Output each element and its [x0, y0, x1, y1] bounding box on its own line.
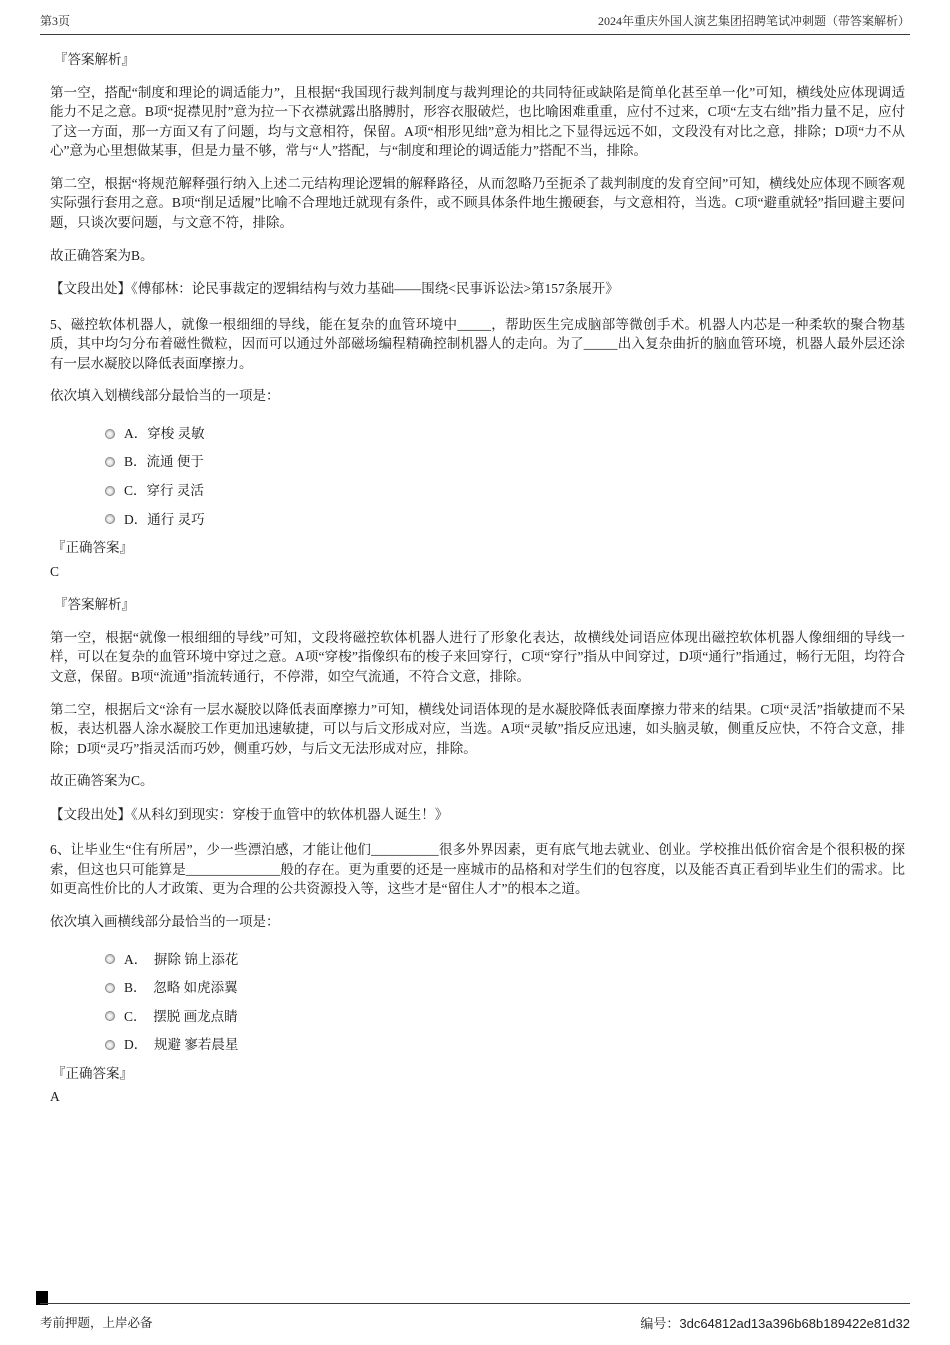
q6-option-c[interactable] [105, 1007, 905, 1027]
correct-answer-value: A [50, 1089, 60, 1105]
page-header [40, 12, 910, 35]
option-label: B．流通 便于 [124, 454, 204, 470]
radio-button-icon[interactable] [105, 1011, 115, 1021]
footer-slogan: 考前押题，上岸必备 [40, 1316, 153, 1330]
passage-source: 【文段出处】《从科幻到现实：穿梭于血管中的软体机器人诞生！》 [50, 806, 449, 822]
answer-conclusion: 故正确答案为B。 [50, 247, 154, 263]
analysis-paragraph: 第一空，根据“就像一根细细的导线”可知，文段将磁控软体机器人进行了形象化表达，故横线处词语应体现出磁控软体机器人像细细的导线一样，可以在复杂的血管环境中穿过之意。A项“穿梭”指像织布的梭子来回穿行，C项“穿行”指从中间穿过，D项“通行”指通过，畅行无阻，均符合文意，保留。B项“流通”指流转通行，不停滞，如空气流通，不符合文意，排除。 [50, 629, 905, 684]
q5-options [50, 424, 905, 529]
radio-button-icon[interactable] [105, 514, 115, 524]
question-instruction: 依次填入划横线部分最恰当的一项是： [50, 388, 280, 404]
passage-source: 【文段出处】《傅郁林：论民事裁定的逻辑结构与效力基础——围绕<民事诉讼法>第157条展开》 [50, 281, 619, 297]
option-label: C． 摆脱 画龙点睛 [124, 1008, 238, 1024]
q6-option-a[interactable] [105, 950, 905, 970]
radio-button-icon[interactable] [105, 954, 115, 964]
page-content [50, 50, 905, 1121]
correct-answer-label: 『正确答案』 [52, 540, 133, 556]
correct-answer-value: C [50, 563, 60, 579]
option-label: A．穿梭 灵敏 [124, 425, 205, 441]
footer-serial-number: 编号：3dc64812ad13a396b68b189422e81d32 [640, 1316, 910, 1331]
page-number: 第3页 [40, 14, 71, 28]
doc-title: 2024年重庆外国人演艺集团招聘笔试冲刺题（带答案解析） [597, 14, 910, 28]
q5-option-d[interactable] [105, 510, 905, 530]
analysis-paragraph: 第二空，根据“将规范解释强行纳入上述二元结构理论逻辑的解释路径，从而忽略乃至扼杀了裁判制度的发育空间”可知，横线处应体现不顾客观实际强行套用之意。B项“削足适履”比喻不合理地迁就现有条件，或不顾具体条件地生搬硬套，与文意相符，当选。C项“避重就轻”指回避主要问题，只谈次要问题，与文意不符，排除。 [50, 175, 905, 230]
q6-option-d[interactable] [105, 1035, 905, 1055]
analysis-heading: 『答案解析』 [54, 52, 135, 67]
radio-button-icon[interactable] [105, 983, 115, 993]
page-footer [40, 1303, 910, 1332]
question-instruction: 依次填入画横线部分最恰当的一项是： [50, 914, 280, 929]
option-label: B． 忽略 如虎添翼 [124, 980, 238, 996]
radio-button-icon[interactable] [105, 457, 115, 467]
radio-button-icon[interactable] [105, 486, 115, 496]
answer-conclusion: 故正确答案为C。 [50, 773, 154, 789]
option-label: D．通行 灵巧 [124, 511, 205, 527]
option-label: D． 规避 寥若晨星 [124, 1037, 239, 1053]
radio-button-icon[interactable] [105, 1040, 115, 1050]
analysis-paragraph: 第一空，搭配“制度和理论的调适能力”，且根据“我国现行裁判制度与裁判理论的共同特征或缺陷是简单化甚至单一化”可知，横线处应体现调适能力不足之意。B项“捉襟见肘”意为拉一下衣襟就露出胳膊肘，形容衣服破烂，也比喻困难重重，应付不过来，C项“左支右绌”指力量不足，应付了这一方面，那一方面又有了问题，均与文意相符，保留。A项“相形见绌”意为相比之下显得远远不如，文段没有对比之意，排除；D项“力不从心”意为心里想做某事，但是力量不够，常与“人”搭配，与“制度和理论的调适能力”搭配不当，排除。 [50, 84, 905, 159]
q5-option-b[interactable] [105, 452, 905, 472]
analysis-heading: 『答案解析』 [54, 597, 135, 613]
q5-option-a[interactable] [105, 424, 905, 444]
q5-option-c[interactable] [105, 481, 905, 501]
q6-options [50, 950, 905, 1055]
question-stem-5: 5、磁控软体机器人，就像一根细细的导线，能在复杂的血管环境中_____，帮助医生完成脑部等微创手术。机器人内芯是一种柔软的聚合物基质，其中均匀分布着磁性微粒，因而可以通过外部磁场编程精确控制机器人的走向。为了_____出入复杂曲折的脑血管环境，机器人最外层还涂有一层水凝胶以降低表面摩擦力。 [50, 316, 905, 371]
analysis-paragraph: 第二空，根据后文“涂有一层水凝胶以降低表面摩擦力”可知，横线处词语体现的是水凝胶降低表面摩擦力带来的结果。C项“灵活”指敏捷而不呆板，表达机器人涂水凝胶工作更加迅速敏捷，可以与后文形成对应，当选。A项“灵敏”指反应迅速，如头脑灵敏，侧重反应快，不符合文意，排除；D项“灵巧”指灵活而巧妙，侧重巧妙，与后文无法形成对应，排除。 [50, 701, 905, 756]
option-label: C．穿行 灵活 [124, 483, 204, 498]
correct-answer-label: 『正确答案』 [52, 1065, 133, 1081]
question-stem-6: 6、让毕业生“住有所居”，少一些漂泊感，才能让他们__________很多外界因素，更有底气地去就业、创业。学校推出低价宿舍是个很积极的探索，但这也只可能算是______________般的存在。更为重要的还是一座城市的品格和对学生们的包容度，以及能否真正看到毕业生们的需求。比如更高性价比的人才政策、更为合理的公共资源投入等，这些才是“留住人才”的根本之道。 [50, 842, 905, 897]
q6-option-b[interactable] [105, 978, 905, 998]
option-label: A． 摒除 锦上添花 [124, 951, 239, 967]
radio-button-icon[interactable] [105, 429, 115, 439]
